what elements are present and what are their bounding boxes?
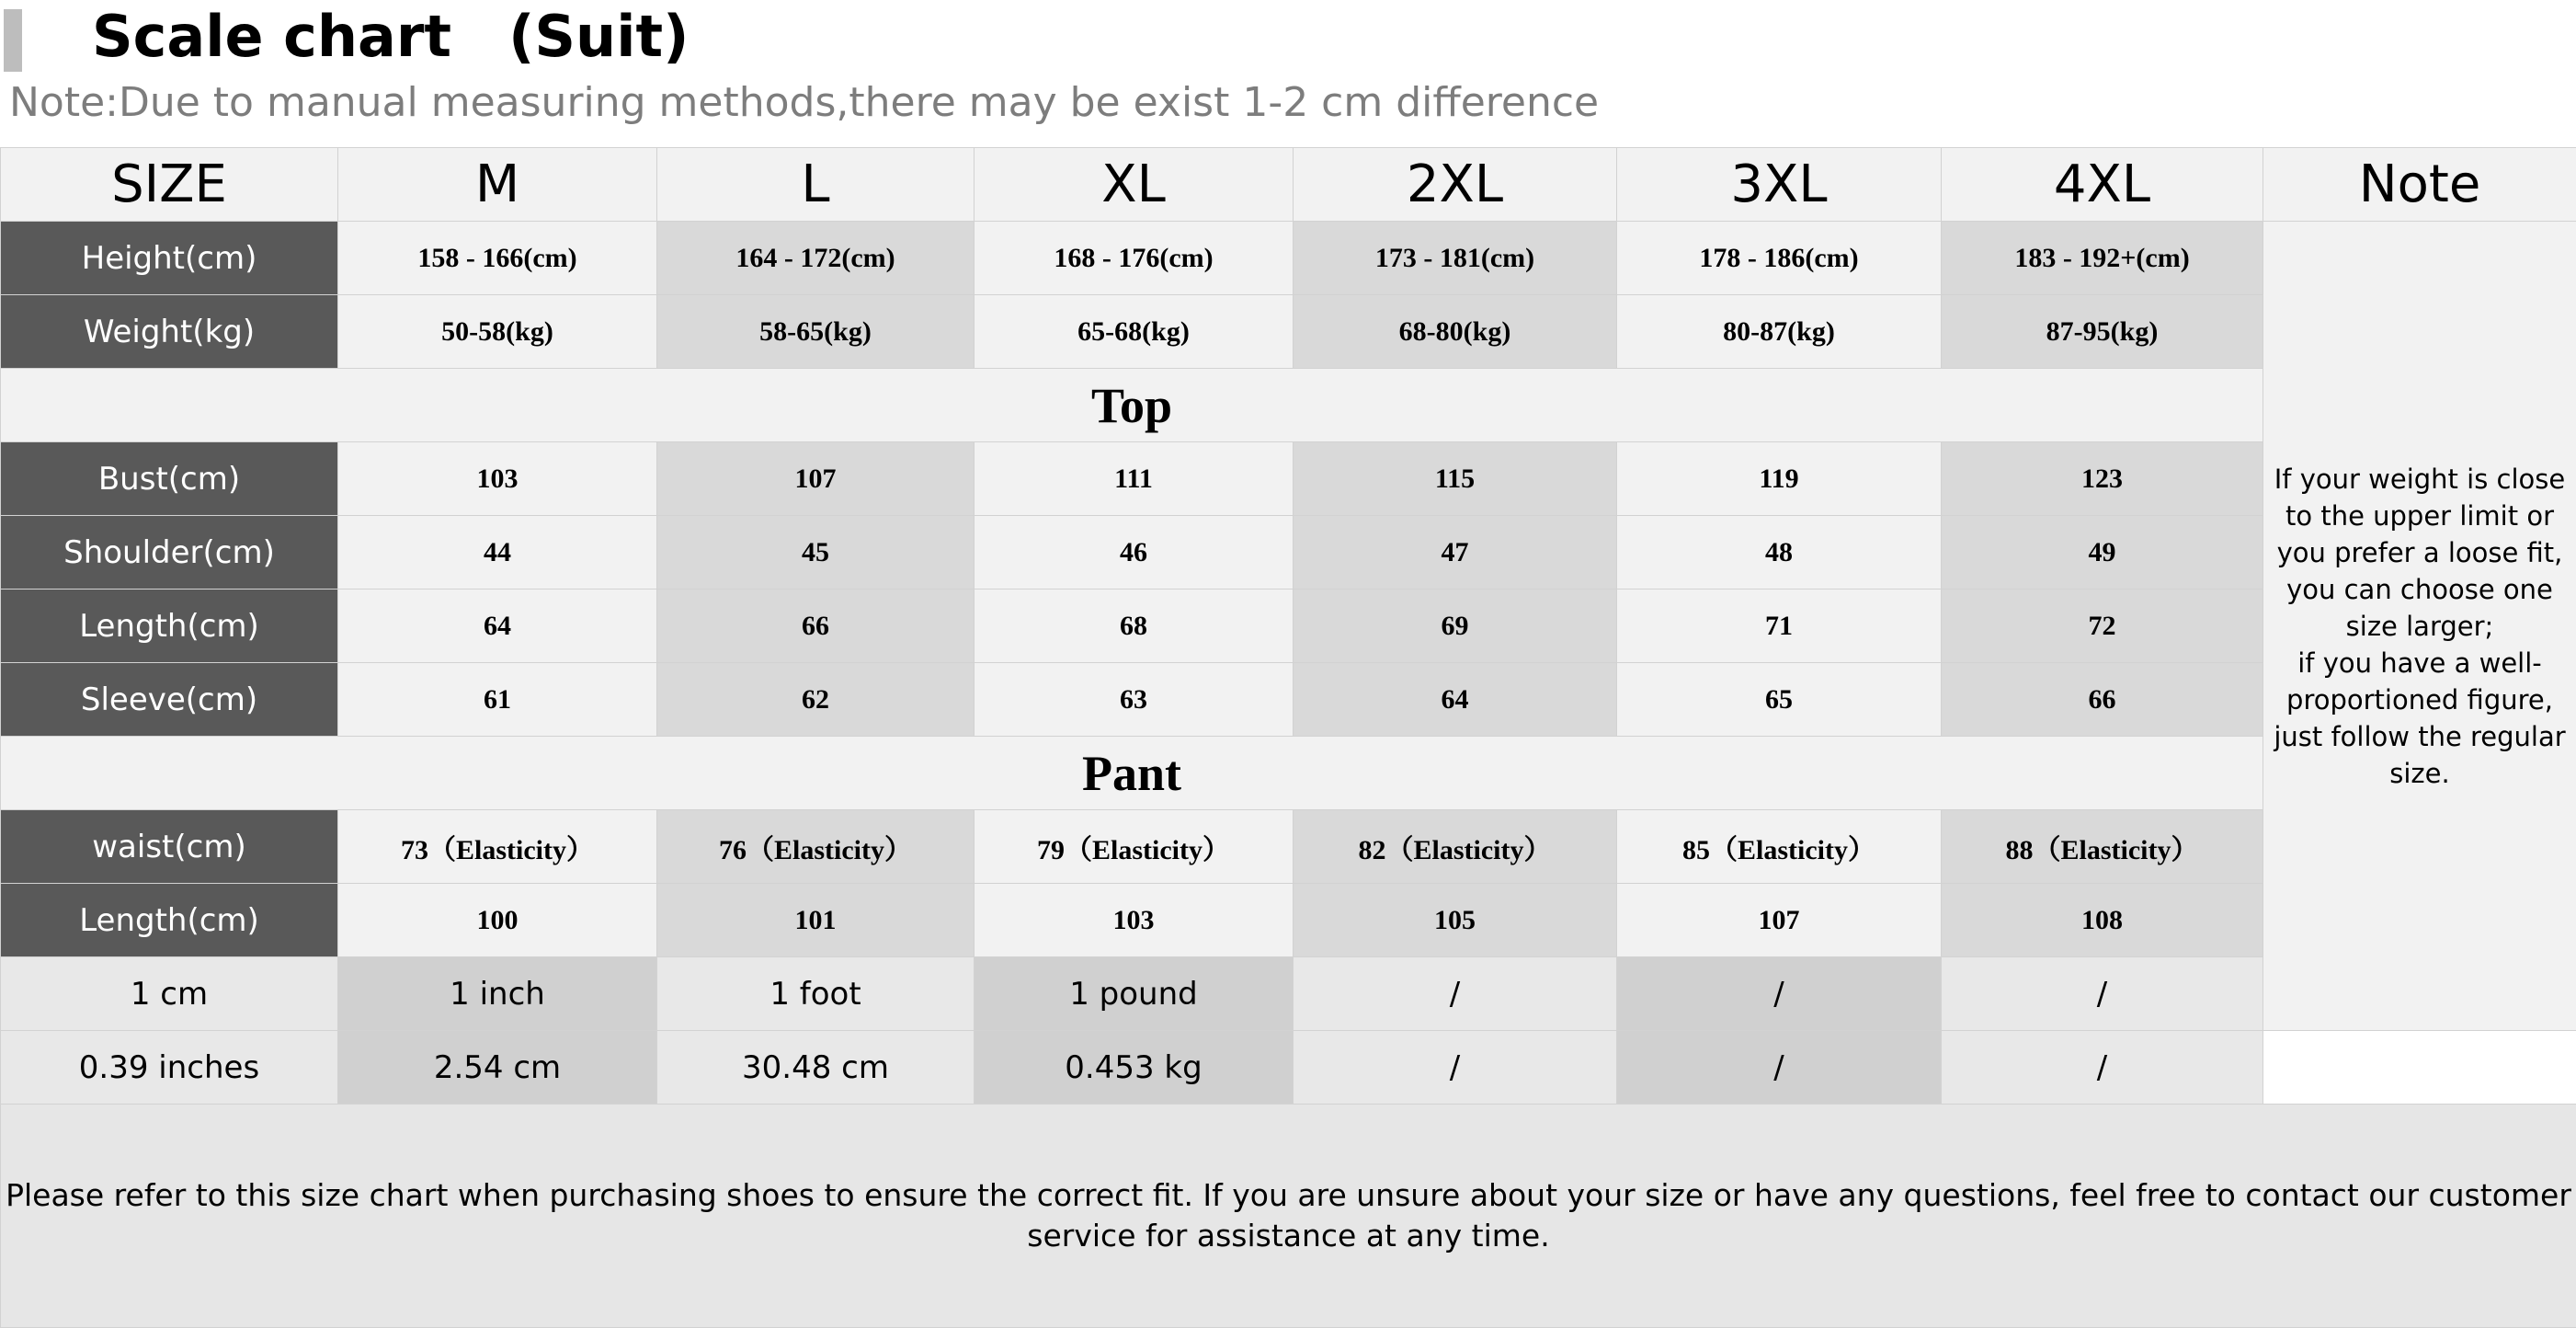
table-cell: 63 <box>975 663 1294 737</box>
header-size-3xl: 3XL <box>1617 148 1942 222</box>
table-cell: 108 <box>1942 884 2263 957</box>
table-row <box>1 295 2576 369</box>
table-cell: 66 <box>657 590 975 663</box>
table-row <box>1 663 2576 737</box>
section-title-top: Top <box>1 369 2263 442</box>
table-cell: 79（Elasticity） <box>975 810 1294 884</box>
conversion-cell: / <box>1617 1031 1942 1105</box>
conversion-cell: / <box>1942 957 2263 1031</box>
row-label-pant-length: Length(cm) <box>1 884 338 957</box>
header-size-2xl: 2XL <box>1294 148 1617 222</box>
table-cell: 61 <box>338 663 657 737</box>
conversion-cell: 30.48 cm <box>657 1031 975 1105</box>
table-cell: 105 <box>1294 884 1617 957</box>
footer-row <box>1 1105 2576 1328</box>
table-cell: 111 <box>975 442 1294 516</box>
conversion-cell: 1 cm <box>1 957 338 1031</box>
table-cell: 66 <box>1942 663 2263 737</box>
table-cell: 68-80(kg) <box>1294 295 1617 369</box>
table-cell: 62 <box>657 663 975 737</box>
header-row <box>1 148 2576 222</box>
table-row <box>1 516 2576 590</box>
table-cell: 45 <box>657 516 975 590</box>
conversion-cell: / <box>1617 957 1942 1031</box>
title-accent-bar <box>4 9 22 72</box>
section-row-pant <box>1 737 2576 810</box>
conversion-row <box>1 957 2576 1031</box>
header-size-xl: XL <box>975 148 1294 222</box>
page-title: Scale chart (Suit) <box>92 4 689 70</box>
table-row <box>1 222 2576 295</box>
row-label-waist: waist(cm) <box>1 810 338 884</box>
row-label-bust: Bust(cm) <box>1 442 338 516</box>
table-cell: 164 - 172(cm) <box>657 222 975 295</box>
table-cell: 168 - 176(cm) <box>975 222 1294 295</box>
conversion-cell: / <box>1294 1031 1617 1105</box>
table-row <box>1 590 2576 663</box>
table-cell: 72 <box>1942 590 2263 663</box>
fit-advice-line: if you have a well-proportioned figure, just follow the regular size. <box>2263 645 2576 792</box>
table-cell: 73（Elasticity） <box>338 810 657 884</box>
header-size-m: M <box>338 148 657 222</box>
row-label-height: Height(cm) <box>1 222 338 295</box>
table-cell: 183 - 192+(cm) <box>1942 222 2263 295</box>
table-cell: 47 <box>1294 516 1617 590</box>
table-cell: 88（Elasticity） <box>1942 810 2263 884</box>
row-label-sleeve: Sleeve(cm) <box>1 663 338 737</box>
header-note: Note <box>2263 148 2576 222</box>
table-cell: 64 <box>1294 663 1617 737</box>
table-cell: 49 <box>1942 516 2263 590</box>
table-cell: 115 <box>1294 442 1617 516</box>
table-cell: 85（Elasticity） <box>1617 810 1942 884</box>
table-cell: 158 - 166(cm) <box>338 222 657 295</box>
section-title-pant: Pant <box>1 737 2263 810</box>
table-cell: 123 <box>1942 442 2263 516</box>
conversion-cell: 0.39 inches <box>1 1031 338 1105</box>
table-cell: 50-58(kg) <box>338 295 657 369</box>
conversion-cell: 0.453 kg <box>975 1031 1294 1105</box>
fit-advice-line: If your weight is close to the upper limit or you prefer a loose fit, you can choose one size larger; <box>2263 461 2576 645</box>
header-size-l: L <box>657 148 975 222</box>
row-label-shoulder: Shoulder(cm) <box>1 516 338 590</box>
table-cell: 107 <box>657 442 975 516</box>
table-cell: 76（Elasticity） <box>657 810 975 884</box>
table-cell: 68 <box>975 590 1294 663</box>
table-row <box>1 810 2576 884</box>
section-row-top <box>1 369 2576 442</box>
header-size-4xl: 4XL <box>1942 148 2263 222</box>
table-cell: 48 <box>1617 516 1942 590</box>
table-cell: 107 <box>1617 884 1942 957</box>
conversion-cell: 2.54 cm <box>338 1031 657 1105</box>
table-cell: 178 - 186(cm) <box>1617 222 1942 295</box>
measurement-note: Note:Due to manual measuring methods,there may be exist 1-2 cm difference <box>9 75 1599 131</box>
conversion-cell: 1 pound <box>975 957 1294 1031</box>
table-row <box>1 884 2576 957</box>
conversion-cell: 1 foot <box>657 957 975 1031</box>
conversion-cell: / <box>1942 1031 2263 1105</box>
table-cell: 101 <box>657 884 975 957</box>
table-row <box>1 442 2576 516</box>
table-cell: 100 <box>338 884 657 957</box>
header-size: SIZE <box>1 148 338 222</box>
table-cell: 103 <box>338 442 657 516</box>
table-cell: 87-95(kg) <box>1942 295 2263 369</box>
table-cell: 69 <box>1294 590 1617 663</box>
table-cell: 82（Elasticity） <box>1294 810 1617 884</box>
table-cell: 71 <box>1617 590 1942 663</box>
conversion-row <box>1 1031 2576 1105</box>
row-label-weight: Weight(kg) <box>1 295 338 369</box>
table-cell: 80-87(kg) <box>1617 295 1942 369</box>
conversion-cell: 1 inch <box>338 957 657 1031</box>
table-cell: 46 <box>975 516 1294 590</box>
table-cell: 65-68(kg) <box>975 295 1294 369</box>
table-cell: 64 <box>338 590 657 663</box>
conversion-cell: / <box>1294 957 1617 1031</box>
fit-advice-note <box>2263 222 2576 1031</box>
footer-instructions: Please refer to this size chart when purchasing shoes to ensure the correct fit. If you are unsure about your size or have any questions, feel free to contact our customer service for assistance at any time. <box>1 1105 2576 1328</box>
table-cell: 44 <box>338 516 657 590</box>
table-cell: 103 <box>975 884 1294 957</box>
table-cell: 58-65(kg) <box>657 295 975 369</box>
table-cell: 65 <box>1617 663 1942 737</box>
table-cell: 173 - 181(cm) <box>1294 222 1617 295</box>
table-cell: 119 <box>1617 442 1942 516</box>
size-chart-table <box>0 147 2576 1328</box>
row-label-top-length: Length(cm) <box>1 590 338 663</box>
